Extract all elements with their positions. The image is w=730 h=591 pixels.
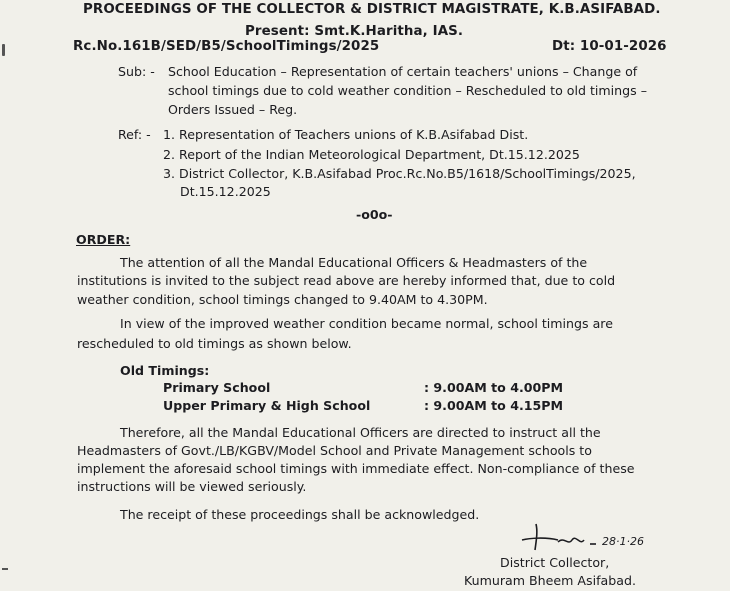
reference-item: 2. Report of the Indian Meteorological Department, Dt.15.12.2025 — [163, 147, 580, 162]
subject-line: school timings due to cold weather condition – Rescheduled to old timings – — [168, 83, 648, 98]
order-paragraph-line: weather condition, school timings changed to 9.40AM to 4.30PM. — [77, 292, 488, 307]
signatory-place: Kumuram Bheem Asifabad. — [464, 573, 636, 588]
timing-value: : 9.00AM to 4.15PM — [424, 398, 564, 413]
signature-image — [506, 520, 686, 554]
timings-heading: Old Timings: — [120, 363, 210, 378]
timing-value: : 9.00AM to 4.00PM — [424, 380, 564, 395]
binding-mark — [2, 44, 5, 56]
presenting-officer: Present: Smt.K.Haritha, IAS. — [245, 24, 464, 39]
reference-item: 1. Representation of Teachers unions of K.B.Asifabad Dist. — [163, 127, 529, 142]
order-paragraph-line: institutions is invited to the subject read above are hereby informed that, due to cold — [77, 273, 616, 288]
section-separator: -o0o- — [356, 207, 393, 222]
subject-label: Sub: - — [118, 64, 155, 79]
reference-item: 3. District Collector, K.B.Asifabad Proc.Rc.No.B5/1618/SchoolTimings/2025, — [163, 166, 636, 181]
order-paragraph-line: implement the aforesaid school timings with immediate effect. Non-compliance of these — [77, 461, 635, 476]
subject-line: Orders Issued – Reg. — [168, 102, 298, 117]
reference-number: Rc.No.161B/SED/B5/SchoolTimings/2025 — [73, 39, 380, 54]
order-paragraph-line: In view of the improved weather condition became normal, school timings are — [120, 316, 613, 331]
binding-mark — [2, 568, 8, 570]
order-paragraph-line: Headmasters of Govt./LB/KGBV/Model School and Private Management schools to — [77, 443, 592, 458]
subject-line: School Education – Representation of certain teachers' unions – Change of — [168, 64, 638, 79]
order-paragraph-line: rescheduled to old timings as shown below. — [77, 336, 352, 351]
signatory-designation: District Collector, — [500, 555, 610, 570]
document-title: PROCEEDINGS OF THE COLLECTOR & DISTRICT MAGISTRATE, K.B.ASIFABAD. — [83, 2, 661, 17]
order-paragraph-line: Therefore, all the Mandal Educational Officers are directed to instruct all the — [120, 425, 601, 440]
timing-label: Upper Primary & High School — [163, 398, 371, 413]
reference-item: Dt.15.12.2025 — [180, 184, 271, 199]
order-heading: ORDER: — [76, 232, 131, 247]
signature-date: 28·1·26 — [602, 535, 644, 548]
acknowledgement-line: The receipt of these proceedings shall be acknowledged. — [120, 507, 480, 522]
document-date: Dt: 10-01-2026 — [552, 39, 667, 54]
timing-label: Primary School — [163, 380, 271, 395]
reference-label: Ref: - — [118, 127, 151, 142]
order-paragraph-line: instructions will be viewed seriously. — [77, 479, 307, 494]
order-paragraph-line: The attention of all the Mandal Educational Officers & Headmasters of the — [120, 255, 588, 270]
